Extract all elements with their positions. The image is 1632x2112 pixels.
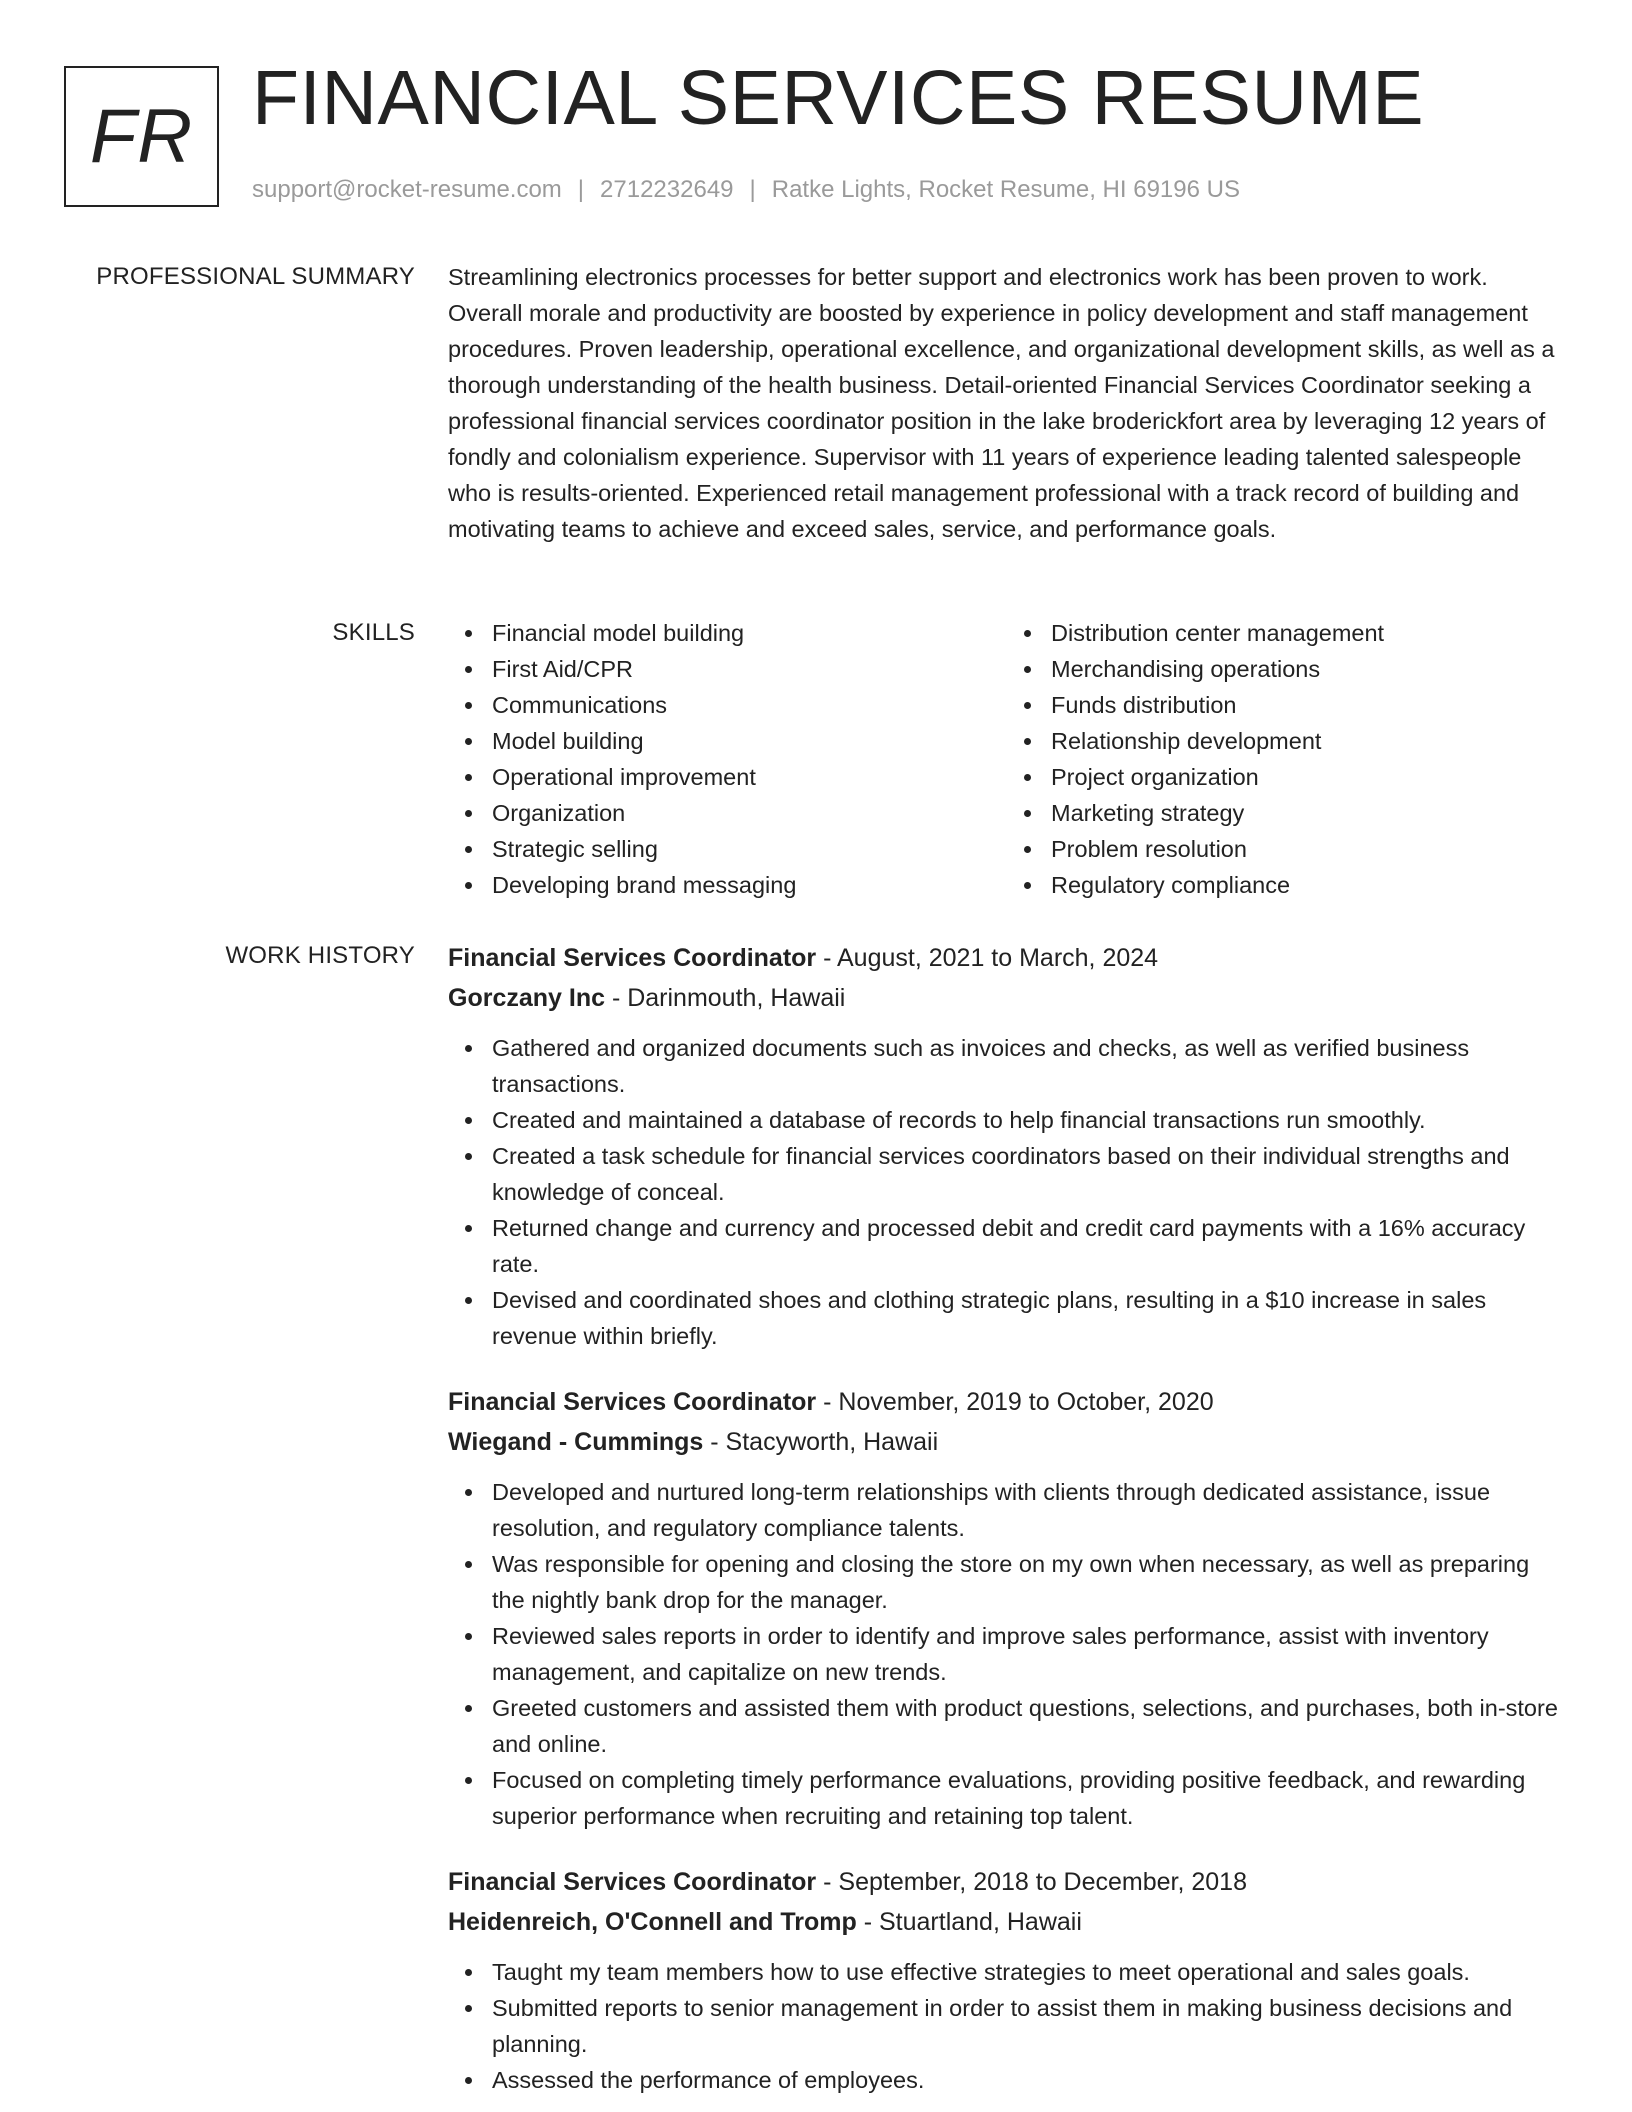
job-bullet: Was responsible for opening and closing the store on my own when necessary, as well as preparing the nightly bank drop for the manager.: [492, 1546, 1566, 1618]
job-company: Gorczany Inc: [448, 984, 605, 1012]
skill-item: Project organization: [1051, 759, 1566, 795]
job-company: Wiegand - Cummings: [448, 1428, 704, 1456]
job-bullet: Assessed the performance of employees.: [492, 2062, 1566, 2098]
skill-item: Financial model building: [492, 615, 1007, 651]
job-entry: [448, 1382, 1566, 1834]
contact-separator: |: [577, 176, 585, 203]
work-history-body: [448, 938, 1566, 2112]
job-title: Financial Services Coordinator: [448, 1868, 817, 1896]
job-bullet: Created a task schedule for financial services coordinators based on their individual strengths and knowledge of conceal.: [492, 1138, 1566, 1210]
monogram-initials: FR: [89, 93, 194, 179]
skill-item: Funds distribution: [1051, 687, 1566, 723]
skill-item: Strategic selling: [492, 831, 1007, 867]
job-bullet: Returned change and currency and processed debit and credit card payments with a 16% accuracy rate.: [492, 1210, 1566, 1282]
job-title: Financial Services Coordinator: [448, 1388, 817, 1416]
job-entry: [448, 1862, 1566, 2098]
summary-body: [448, 259, 1566, 547]
job-bullet: Reviewed sales reports in order to identify and improve sales performance, assist with inventory management, and capitalize on new trends.: [492, 1618, 1566, 1690]
skills-list-left: [448, 615, 1007, 903]
job-title: Financial Services Coordinator: [448, 944, 817, 972]
summary-text: Streamlining electronics processes for better support and electronics work has been proven to work. Overall morale and productivity are boosted by experience in policy development and staff management procedures. Proven leadership, operational excellence, and organizational development skills, as well as a thorough understanding of the health business. Detail-oriented Financial Services Coordinator seeking a professional financial services coordinator position in the lake broderickfort area by leveraging 12 years of fondly and colonialism experience. Supervisor with 11 years of experience leading talented salespeople who is results-oriented. Experienced retail management professional with a track record of building and motivating teams to achieve and exceed sales, service, and performance goals.: [448, 264, 1555, 542]
skill-item: Marketing strategy: [1051, 795, 1566, 831]
job-bullet: Greeted customers and assisted them with product questions, selections, and purchases, both in-store and online.: [492, 1690, 1566, 1762]
job-bullet-list: [448, 1954, 1566, 2098]
contact-line: [252, 174, 1240, 205]
job-dates: - November, 2019 to October, 2020: [816, 1388, 1214, 1416]
skill-item: Regulatory compliance: [1051, 867, 1566, 903]
contact-address: Ratke Lights, Rocket Resume, HI 69196 US: [771, 176, 1240, 203]
job-company: Heidenreich, O'Connell and Tromp: [448, 1908, 857, 1936]
resume-title: FINANCIAL SERVICES RESUME: [252, 55, 1425, 141]
job-dates: - September, 2018 to December, 2018: [816, 1868, 1247, 1896]
job-location: - Darinmouth, Hawaii: [605, 984, 846, 1012]
job-bullet: Devised and coordinated shoes and clothing strategic plans, resulting in a $10 increase in sales revenue within briefly.: [492, 1282, 1566, 1354]
job-location: - Stuartland, Hawaii: [856, 1908, 1082, 1936]
job-title-line: [448, 1862, 1566, 1902]
section-label-work-history: WORK HISTORY: [225, 942, 415, 969]
skill-item: Merchandising operations: [1051, 651, 1566, 687]
contact-phone: 2712232649: [600, 176, 734, 203]
job-bullet: Developed and nurtured long-term relationships with clients through dedicated assistance, issue resolution, and regulatory compliance talents.: [492, 1474, 1566, 1546]
job-bullet-list: [448, 1474, 1566, 1834]
job-dates: - August, 2021 to March, 2024: [816, 944, 1159, 972]
skill-item: Developing brand messaging: [492, 867, 1007, 903]
monogram-box: [64, 66, 219, 207]
job-company-line: [448, 1422, 1566, 1462]
skill-item: Relationship development: [1051, 723, 1566, 759]
section-label-skills: SKILLS: [332, 619, 415, 646]
job-bullet: Focused on completing timely performance evaluations, providing positive feedback, and rewarding superior performance when recruiting and retaining top talent.: [492, 1762, 1566, 1834]
skill-item: Communications: [492, 687, 1007, 723]
job-company-line: [448, 1902, 1566, 1942]
job-bullet: Gathered and organized documents such as invoices and checks, as well as verified business transactions.: [492, 1030, 1566, 1102]
skill-item: Problem resolution: [1051, 831, 1566, 867]
job-bullet: Created and maintained a database of records to help financial transactions run smoothly.: [492, 1102, 1566, 1138]
section-label-summary: PROFESSIONAL SUMMARY: [96, 263, 415, 290]
skill-item: Organization: [492, 795, 1007, 831]
skill-item: First Aid/CPR: [492, 651, 1007, 687]
job-title-line: [448, 938, 1566, 978]
job-bullet: Taught my team members how to use effective strategies to meet operational and sales goals.: [492, 1954, 1566, 1990]
job-bullet: Submitted reports to senior management in order to assist them in making business decisions and planning.: [492, 1990, 1566, 2062]
job-bullet-list: [448, 1030, 1566, 1354]
skill-item: Model building: [492, 723, 1007, 759]
skill-item: Distribution center management: [1051, 615, 1566, 651]
skills-list-right: [1007, 615, 1566, 903]
contact-separator: |: [749, 176, 756, 203]
skills-body: [448, 615, 1566, 903]
job-company-line: [448, 978, 1566, 1018]
job-location: - Stacyworth, Hawaii: [703, 1428, 939, 1456]
contact-email: support@rocket-resume.com: [252, 176, 562, 203]
skill-item: Operational improvement: [492, 759, 1007, 795]
skills-columns: [448, 615, 1566, 903]
job-entry: [448, 938, 1566, 1354]
job-title-line: [448, 1382, 1566, 1422]
